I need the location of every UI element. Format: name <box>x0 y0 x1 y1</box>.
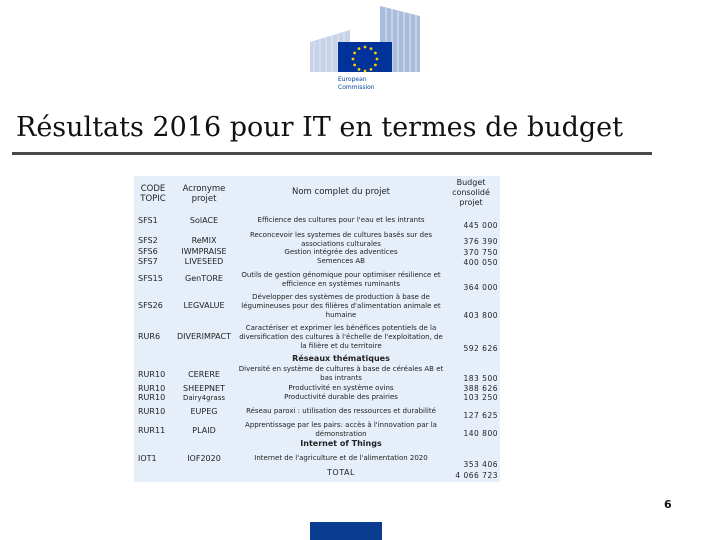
row-2-acronym: ReMIX <box>191 236 217 245</box>
network-row-5-acronym: PLAID <box>192 426 216 435</box>
row-6-acronym: LEGVALUE <box>183 301 225 310</box>
row-6-name: Développer des systèmes de production à base de légumineuses pour des filières d'alimentation animale et humaine <box>241 293 441 319</box>
slide-title: Résultats 2016 pour IT en termes de budget <box>16 112 624 143</box>
logo-line-1: European <box>338 76 367 83</box>
iot-row-1-acronym: IOF2020 <box>187 454 221 463</box>
network-row-3-budget: 103 250 <box>463 393 498 402</box>
network-row-2-budget: 388 626 <box>463 384 498 393</box>
network-row-1-name: Diversité en système de cultures à base de céréales AB et bas intrants <box>238 365 444 382</box>
row-4-code: SFS7 <box>138 257 158 266</box>
header-budget: Budget consolidé projet <box>452 178 490 207</box>
row-1-budget: 445 000 <box>463 221 498 230</box>
row-3-acronym: IWMPRAISE <box>181 247 227 256</box>
row-1-acronym: SolACE <box>189 216 219 225</box>
row-1-code: SFS1 <box>138 216 158 225</box>
network-row-4-budget: 127 625 <box>463 411 498 420</box>
commission-building-icon <box>310 6 420 74</box>
budget-table <box>134 176 500 482</box>
network-row-4-acronym: EUPEG <box>190 407 218 416</box>
header-acronym: Acronyme projet <box>182 184 226 204</box>
network-row-2-name: Productivité en système ovins <box>288 384 394 392</box>
network-row-3-code: RUR10 <box>138 393 166 402</box>
row-5-code: SFS15 <box>138 274 163 283</box>
network-row-5-code: RUR11 <box>138 426 166 435</box>
network-row-4-name: Réseau paroxi : utilisation des ressources et durabilité <box>246 407 436 415</box>
row-5-budget: 364 000 <box>463 283 498 292</box>
header-code: CODE TOPIC <box>140 184 166 204</box>
row-4-acronym: LIVESEED <box>184 257 224 266</box>
row-7-acronym: DIVERIMPACT <box>177 332 231 341</box>
row-4-budget: 400 050 <box>463 258 498 267</box>
footer-flag-bar <box>310 522 382 540</box>
row-7-code: RUR6 <box>138 332 161 341</box>
title-underline <box>12 152 652 155</box>
row-7-budget: 592 626 <box>463 344 498 353</box>
row-3-budget: 370 750 <box>463 248 498 257</box>
network-row-5-budget: 140 800 <box>463 429 498 438</box>
network-row-2-acronym: SHEEPNET <box>183 384 225 393</box>
row-2-name: Reconcevoir les systemes de cultures basés sur des associations culturales <box>249 231 433 248</box>
network-row-1-code: RUR10 <box>138 370 166 379</box>
network-row-2-code: RUR10 <box>138 384 166 393</box>
header-name: Nom complet du projet <box>291 187 391 197</box>
row-7-name: Caractériser et exprimer les bénéfices potentiels de la diversification des cultures à l'échelle de l'exploitation, de la filière et du territoire <box>239 324 443 350</box>
logo-label <box>338 76 375 92</box>
row-5-acronym: GenTORE <box>185 274 223 283</box>
network-row-3-acronym: Dairy4grass <box>182 394 225 402</box>
iot-row-1-code: IOT1 <box>138 454 157 463</box>
row-2-code: SFS2 <box>138 236 158 245</box>
total-label: TOTAL <box>327 468 355 477</box>
row-3-code: SFS6 <box>138 247 158 256</box>
section-internet-of-things: Internet of Things <box>300 439 382 448</box>
network-row-5-name: Apprentissage par les pairs: accès à l'innovation par la démonstration <box>245 421 437 438</box>
iot-row-1-name: Internet de l'agriculture et de l'alimentation 2020 <box>254 454 428 462</box>
network-row-4-code: RUR10 <box>138 407 166 416</box>
iot-row-1-budget: 353 406 <box>463 460 498 469</box>
network-row-1-budget: 183 500 <box>463 374 498 383</box>
logo-line-2: Commission <box>338 84 375 91</box>
network-row-1-acronym: CERERE <box>188 370 220 379</box>
row-2-budget: 376 390 <box>463 237 498 246</box>
page-number: 6 <box>664 498 672 511</box>
row-1-name: Efficience des cultures pour l'eau et les intrants <box>257 216 425 224</box>
row-6-code: SFS26 <box>138 301 163 310</box>
row-4-name: Semences AB <box>317 257 365 265</box>
row-6-budget: 403 800 <box>463 311 498 320</box>
section-thematic-networks: Réseaux thématiques <box>292 354 390 363</box>
row-3-name: Gestion intégrée des adventices <box>284 248 398 256</box>
row-5-name: Outils de gestion génomique pour optimiser résilience et efficience en systèmes ruminants <box>241 271 441 288</box>
network-row-3-name: Productivité durable des prairies <box>284 393 398 401</box>
total-value: 4 066 723 <box>455 471 498 480</box>
